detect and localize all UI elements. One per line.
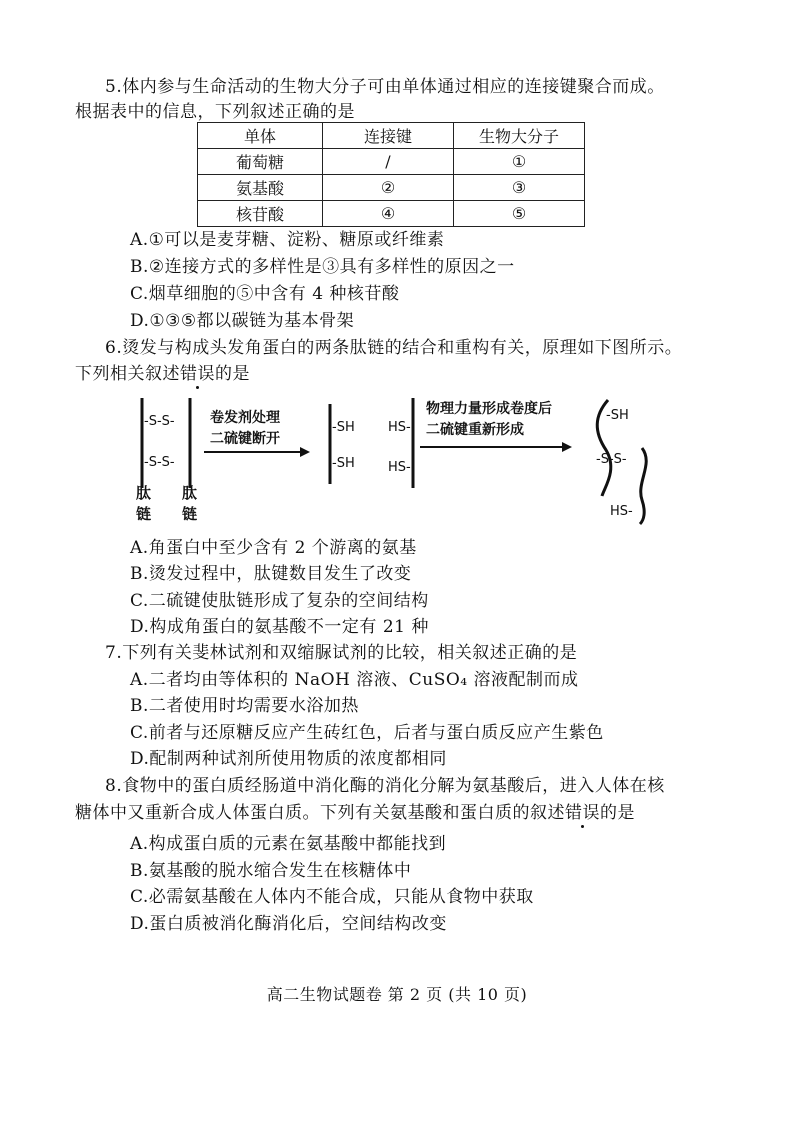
q6-stem-pre: 下列相关叙述 <box>75 364 180 384</box>
q8-stem-emphasis: 错误 <box>565 803 600 823</box>
table-row <box>198 175 585 201</box>
q6-stem-emphasis: 错误 <box>180 364 215 384</box>
table-row <box>198 149 585 175</box>
q7-option-b: B.二者使用时均需要水浴加热 <box>130 696 359 716</box>
sulfhydryl-label: -SH <box>332 420 355 435</box>
table-cell: 葡萄糖 <box>198 149 323 175</box>
q6-option-c: C.二硫键使肽链形成了复杂的空间结构 <box>130 591 429 611</box>
q6-option-b: B.烫发过程中，肽键数目发生了改变 <box>130 564 412 584</box>
q5-option-a: A.①可以是麦芽糖、淀粉、糖原或纤维素 <box>130 230 445 250</box>
arrow2-label-line2: 二硫键重新形成 <box>426 422 524 438</box>
q6-stem-line2 <box>75 363 250 385</box>
q6-option-d: D.构成角蛋白的氨基酸不一定有 21 种 <box>130 617 429 637</box>
table-cell: ③ <box>454 175 585 201</box>
curled-chain-right <box>640 448 646 524</box>
perm-disulfide-diagram <box>130 392 730 527</box>
peptide-label: 链 <box>136 505 152 523</box>
table-header-cell: 单体 <box>198 123 323 149</box>
q5-option-c: C.烟草细胞的⑤中含有 4 种核苷酸 <box>130 284 400 304</box>
q6-option-a: A.角蛋白中至少含有 2 个游离的氨基 <box>130 538 417 558</box>
q8-stem-line2 <box>75 802 635 824</box>
arrow1-label-line2: 二硫键断开 <box>210 431 280 447</box>
table-header-cell: 生物大分子 <box>454 123 585 149</box>
arrow1-head <box>300 447 310 457</box>
sulfhydryl-label: HS- <box>388 420 411 435</box>
q7-option-a: A.二者均由等体积的 NaOH 溶液、CuSO₄ 溶液配制而成 <box>130 670 579 690</box>
table-cell: ① <box>454 149 585 175</box>
table-cell: ④ <box>323 201 454 227</box>
disulfide-bond-label: -S-S- <box>596 452 627 467</box>
arrow1-label-line1: 卷发剂处理 <box>210 410 280 426</box>
disulfide-bond-label: -S-S- <box>144 414 175 429</box>
q6-stem-post: 的是 <box>215 364 250 384</box>
table-header-cell: 连接键 <box>323 123 454 149</box>
q6-stem-line1: 6.烫发与构成头发角蛋白的两条肽链的结合和重构有关，原理如下图所示。 <box>105 338 683 358</box>
arrow2-head <box>562 442 572 452</box>
table-cell: / <box>323 149 454 175</box>
table-cell: ② <box>323 175 454 201</box>
q8-stem-line1: 8.食物中的蛋白质经肠道中消化酶的消化分解为氨基酸后，进入人体在核 <box>105 776 665 796</box>
q5-table <box>197 122 585 227</box>
q8-option-a: A.构成蛋白质的元素在氨基酸中都能找到 <box>130 834 447 854</box>
q8-stem-post: 的是 <box>600 803 635 823</box>
q7-option-c: C.前者与还原糖反应产生砖红色，后者与蛋白质反应产生紫色 <box>130 723 604 743</box>
q5-option-d: D.①③⑤都以碳链为基本骨架 <box>130 311 355 331</box>
disulfide-bond-label: -S-S- <box>144 455 175 470</box>
q8-option-d: D.蛋白质被消化酶消化后，空间结构改变 <box>130 914 447 934</box>
q5-stem-line2: 根据表中的信息，下列叙述正确的是 <box>75 102 355 122</box>
table-cell: 氨基酸 <box>198 175 323 201</box>
q8-option-b: B.氨基酸的脱水缩合发生在核糖体中 <box>130 861 412 881</box>
table-header-row <box>198 123 585 149</box>
page-footer: 高二生物试题卷 第 2 页 (共 10 页) <box>266 985 528 1004</box>
q7-stem: 7.下列有关斐林试剂和双缩脲试剂的比较，相关叙述正确的是 <box>105 643 578 663</box>
sulfhydryl-label: HS- <box>388 460 411 475</box>
peptide-label: 肽 <box>136 484 152 502</box>
q5-option-b: B.②连接方式的多样性是③具有多样性的原因之一 <box>130 257 515 277</box>
q5-stem-line1: 5.体内参与生命活动的生物大分子可由单体通过相应的连接键聚合而成。 <box>105 77 665 97</box>
peptide-label: 肽 <box>182 484 198 502</box>
q8-option-c: C.必需氨基酸在人体内不能合成，只能从食物中获取 <box>130 887 534 907</box>
table-row <box>198 201 585 227</box>
peptide-label: 链 <box>182 505 198 523</box>
q7-option-d: D.配制两种试剂所使用物质的浓度都相同 <box>130 749 447 769</box>
sulfhydryl-label: HS- <box>610 504 633 519</box>
arrow2-label-line1: 物理力量形成卷度后 <box>426 401 552 417</box>
sulfhydryl-label: -SH <box>606 408 629 423</box>
sulfhydryl-label: -SH <box>332 456 355 471</box>
q8-stem-pre: 糖体中又重新合成人体蛋白质。下列有关氨基酸和蛋白质的叙述 <box>75 803 565 823</box>
table-cell: 核苷酸 <box>198 201 323 227</box>
table-cell: ⑤ <box>454 201 585 227</box>
